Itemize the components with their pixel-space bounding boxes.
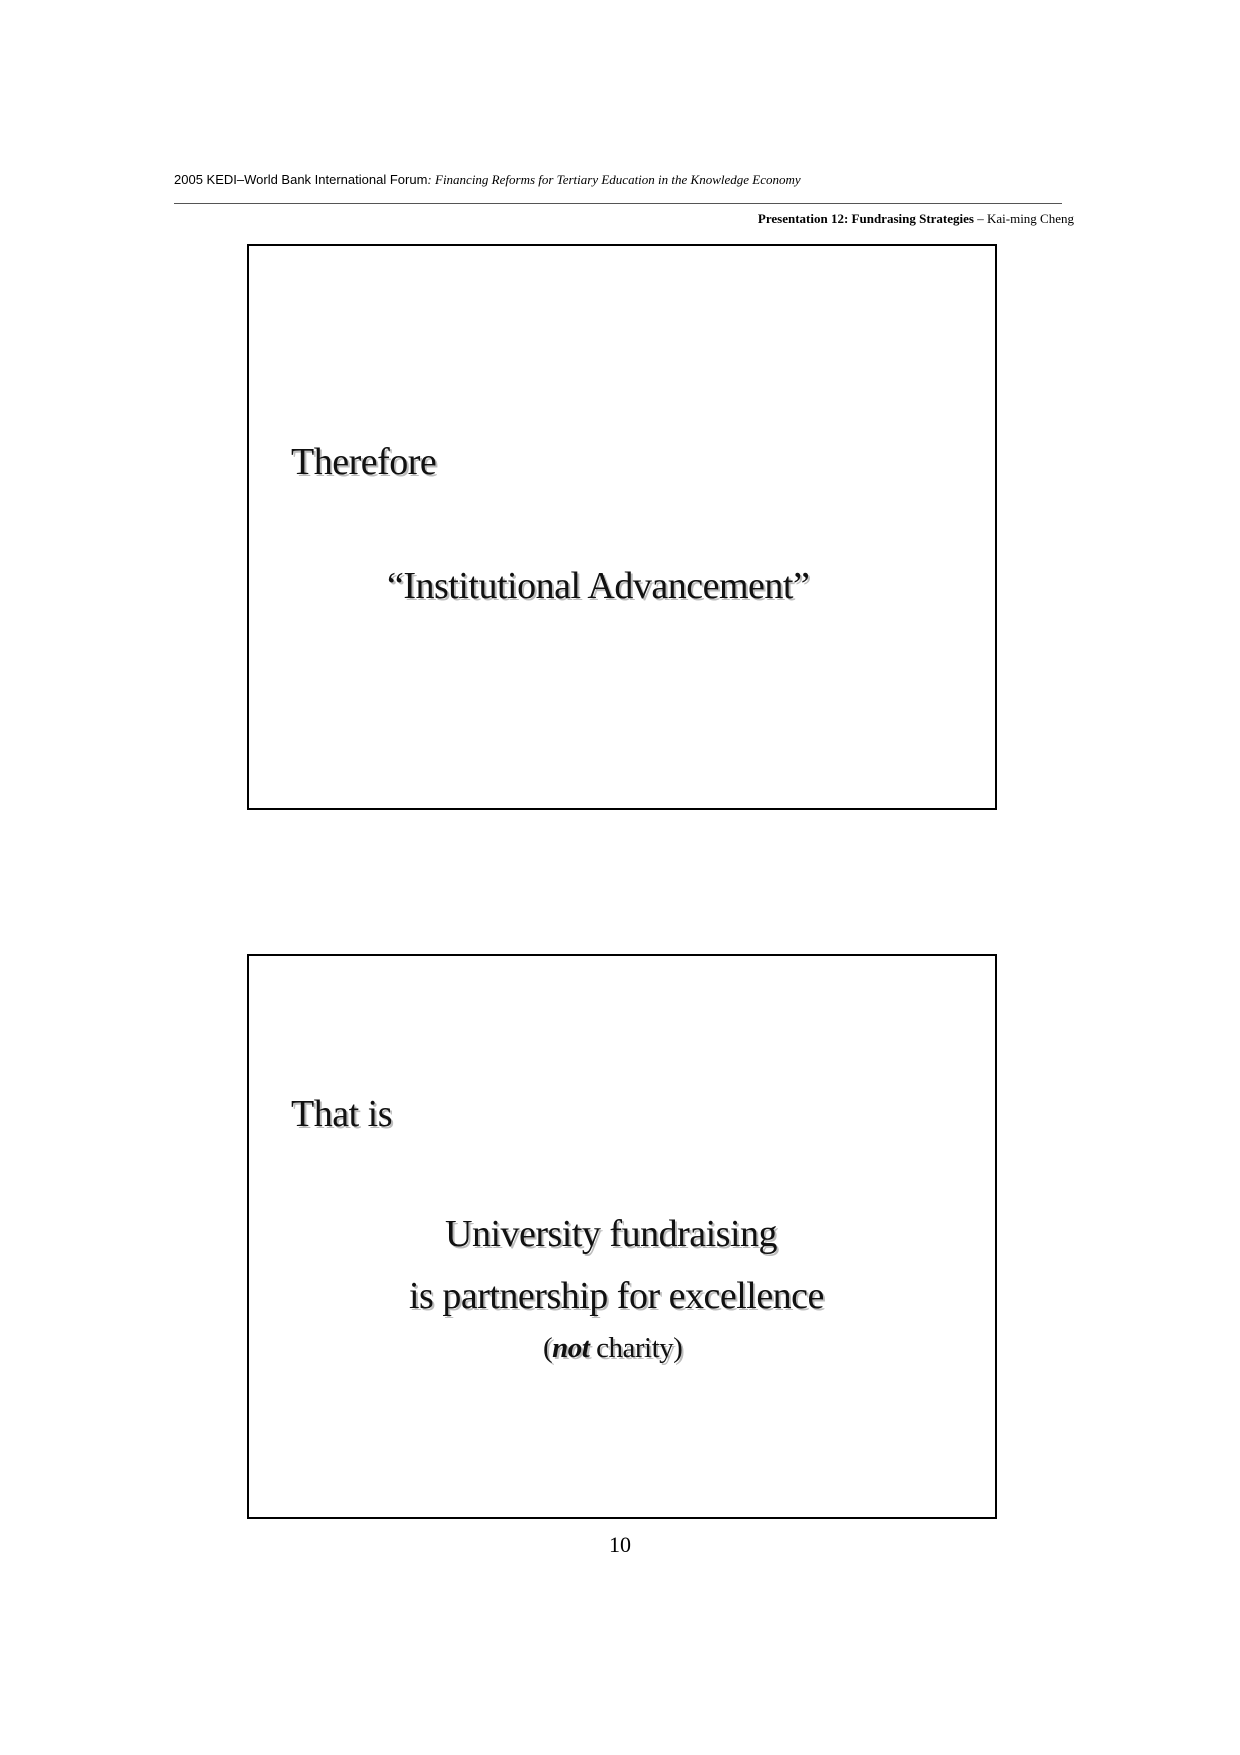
forum-separator: : bbox=[427, 172, 435, 187]
header-divider bbox=[174, 203, 1062, 204]
forum-subtitle: Financing Reforms for Tertiary Education in the Knowledge Economy bbox=[435, 172, 801, 187]
running-header-presentation bbox=[758, 211, 1074, 227]
slide-2-emphasis: not bbox=[552, 1332, 590, 1364]
slide-frame-2 bbox=[247, 954, 997, 1519]
presentation-title: Presentation 12: Fundrasing Strategies bbox=[757, 211, 974, 226]
page-number: 10 bbox=[609, 1532, 631, 1557]
slide-1-lead-text: Therefore bbox=[291, 441, 437, 483]
slide-1-main-text: “Institutional Advancement” bbox=[387, 565, 810, 607]
slide-2-line-2: is partnership for excellence bbox=[409, 1275, 824, 1317]
slide-frame-1 bbox=[247, 244, 997, 810]
running-header-forum bbox=[174, 172, 801, 188]
slide-2-line-3-rest: charity) bbox=[589, 1332, 683, 1364]
slide-2-lead-text: That is bbox=[291, 1093, 392, 1135]
header-dash: – bbox=[973, 211, 987, 226]
slide-2-line-3 bbox=[543, 1332, 682, 1365]
slide-2-line-1: University fundraising bbox=[445, 1213, 778, 1255]
slide-2-line-3-open: ( bbox=[543, 1332, 553, 1364]
forum-title: 2005 KEDI–World Bank International Forum bbox=[174, 172, 428, 187]
presentation-author: Kai-ming Cheng bbox=[986, 211, 1074, 226]
